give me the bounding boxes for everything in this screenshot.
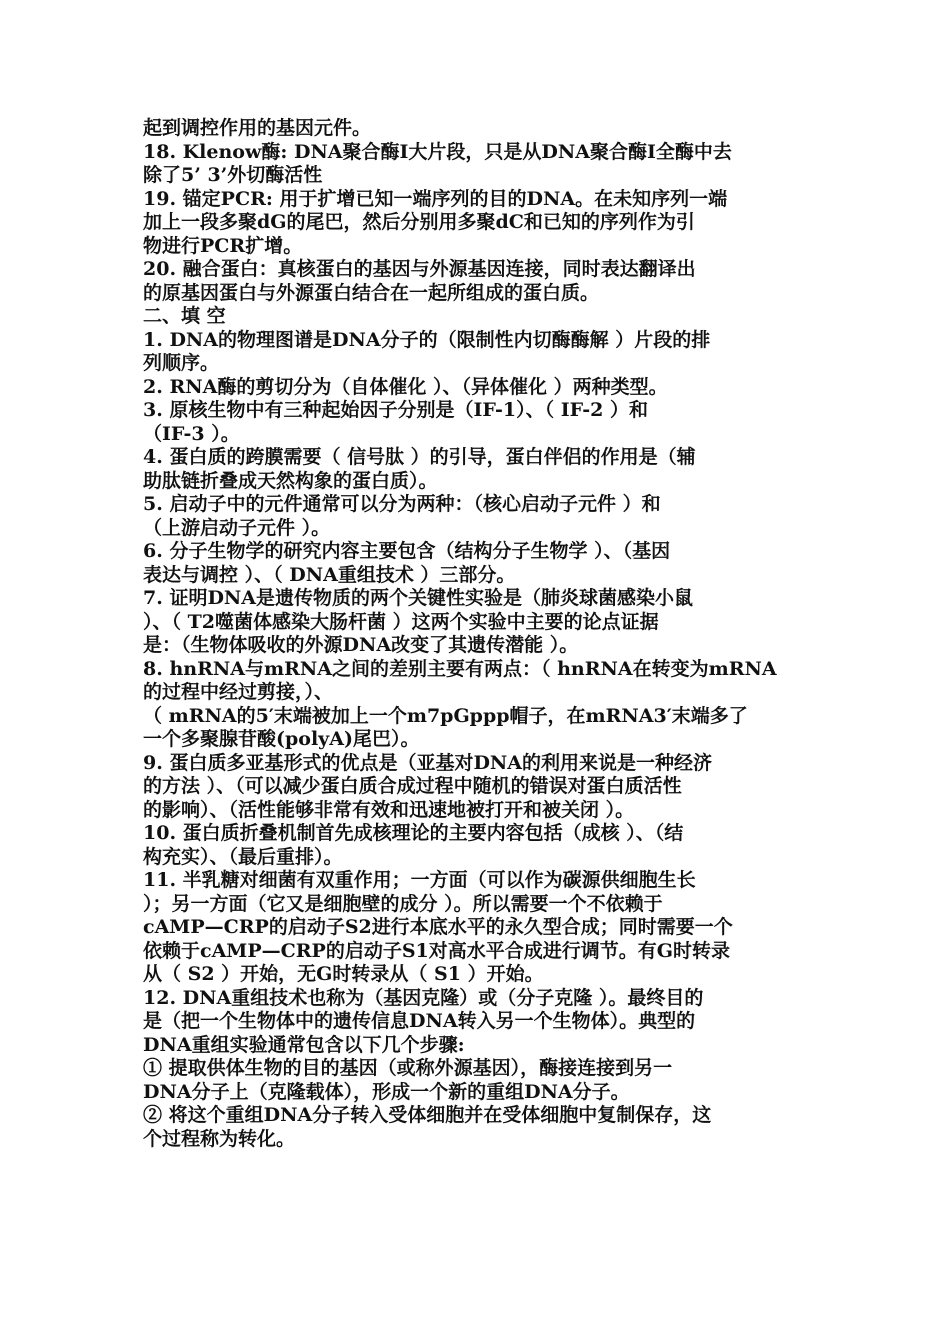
text-line: cAMP—CRP的启动子S2进行本底水平的永久型合成；同时需要一个 (143, 916, 733, 938)
text-line: （ mRNA的5′末端被加上一个m7pGppp帽子，在mRNA3′末端多了 (143, 704, 748, 727)
text-line: ① 提取供体生物的目的基因（或称外源基因），酶接连接到另一 (143, 1057, 673, 1079)
document-text (143, 117, 811, 1151)
text-line: 的原基因蛋白与外源蛋白结合在一起所组成的蛋白质。 (143, 281, 600, 304)
text-line: 6. 分子生物学的研究内容主要包含（结构分子生物学 ）、（基因 (143, 540, 671, 562)
text-line: 是：（生物体吸收的外源DNA改变了其遗传潜能 ）。 (143, 634, 579, 656)
text-line: 19. 锚定PCR: 用于扩增已知一端序列的目的DNA。在未知序列一端 (143, 187, 728, 210)
text-line: 4. 蛋白质的跨膜需要（ 信号肽 ）的引导，蛋白伴侣的作用是（辅 (143, 446, 696, 468)
text-line: 3. 原核生物中有三种起始因子分别是（IF-1）、（ IF-2 ）和 (143, 399, 648, 421)
text-line: ）、（ T2噬菌体感染大肠杆菌 ）这两个实验中主要的论点证据 (143, 610, 659, 633)
text-line: 12. DNA重组技术也称为（基因克隆）或（分子克隆 ）。最终目的 (143, 986, 704, 1009)
text-line: （IF-3 ）。 (143, 422, 240, 445)
text-line: 起到调控作用的基因元件。 (143, 117, 372, 139)
text-line: 7. 证明DNA是遗传物质的两个关键性实验是（肺炎球菌感染小鼠 (143, 587, 694, 609)
text-line: 依赖于cAMP—CRP的启动子S1对高水平合成进行调节。有G时转录 (143, 939, 730, 962)
text-line: 1. DNA的物理图谱是DNA分子的（限制性内切酶酶解 ）片段的排 (143, 328, 711, 351)
text-line: （上游启动子元件 ）。 (143, 516, 331, 539)
text-line: 加上一段多聚dG的尾巴，然后分别用多聚dC和已知的序列作为引 (143, 211, 695, 233)
text-line: 一个多聚腺苷酸(polyA)尾巴）。 (143, 728, 420, 750)
text-line: 9. 蛋白质多亚基形式的优点是（亚基对DNA的利用来说是一种经济 (143, 751, 713, 774)
section-heading: 二、填 空 (143, 305, 226, 327)
text-line: 除了5’ 3’外切酶活性 (143, 164, 323, 186)
text-line: 列顺序。 (143, 352, 220, 374)
text-line: 5. 启动子中的元件通常可以分为两种：（核心启动子元件 ）和 (143, 493, 661, 515)
text-line: 8. hnRNA与mRNA之间的差别主要有两点：（ hnRNA在转变为mRNA (143, 657, 777, 680)
text-line: ）；另一方面（它又是细胞壁的成分 ）。所以需要一个不依赖于 (143, 892, 663, 915)
text-line: 个过程称为转化。 (143, 1127, 296, 1150)
text-line: 2. RNA酶的剪切分为（自体催化 ）、（异体催化 ）两种类型。 (143, 375, 668, 398)
text-line: 的影响）、（活性能够非常有效和迅速地被打开和被关闭 ）。 (143, 798, 635, 821)
text-line: 是（把一个生物体中的遗传信息DNA转入另一个生物体）。典型的 (143, 1010, 696, 1032)
text-line: 物进行PCR扩增。 (143, 234, 303, 257)
text-line: ② 将这个重组DNA分子转入受体细胞并在受体细胞中复制保存，这 (143, 1104, 712, 1126)
text-line: 从（ S2 ）开始，无G时转录从（ S1 ）开始。 (143, 963, 544, 985)
text-line: 助肽链折叠成天然构象的蛋白质）。 (143, 469, 438, 492)
text-line: DNA分子上（克隆载体），形成一个新的重组DNA分子。 (143, 1080, 630, 1103)
text-line: 18. Klenow酶: DNA聚合酶Ⅰ大片段，只是从DNA聚合酶Ⅰ全酶中去 (143, 140, 732, 163)
text-line: 11. 半乳糖对细菌有双重作用；一方面（可以作为碳源供细胞生长 (143, 869, 696, 891)
text-line: 的过程中经过剪接，）、 (143, 681, 334, 703)
text-line: 构充实）、（最后重排）。 (143, 845, 343, 868)
text-line: DNA重组实验通常包含以下几个步骤: (143, 1033, 465, 1056)
text-line: 10. 蛋白质折叠机制首先成核理论的主要内容包括（成核 ）、（结 (143, 822, 684, 844)
text-line: 的方法 ）、（可以减少蛋白质合成过程中随机的错误对蛋白质活性 (143, 775, 682, 797)
text-line: 表达与调控 ）、（ DNA重组技术 ）三部分。 (143, 563, 516, 586)
text-line: 20. 融合蛋白：真核蛋白的基因与外源基因连接，同时表达翻译出 (143, 258, 696, 280)
